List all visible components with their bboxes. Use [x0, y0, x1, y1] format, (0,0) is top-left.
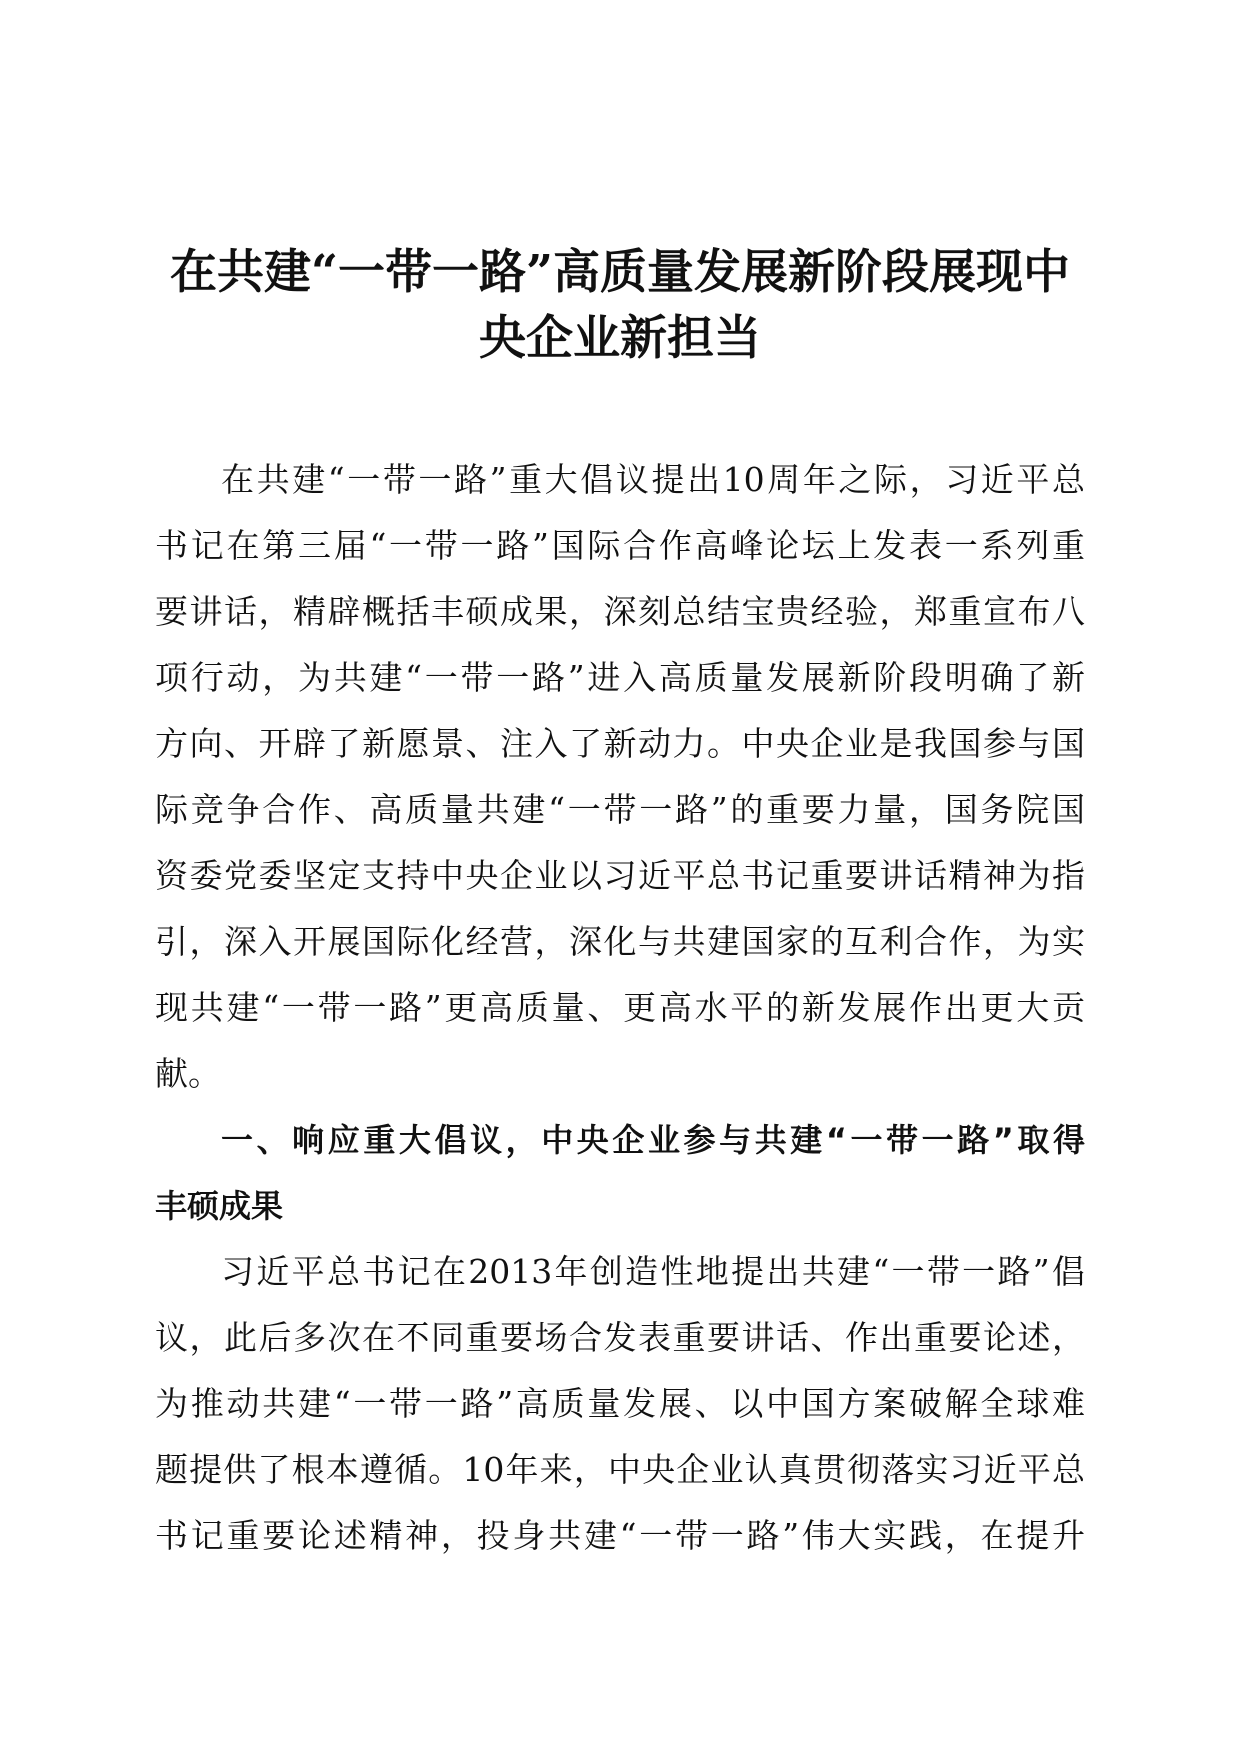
paragraph-line: 书记重要论述精神，投身共建“一带一路”伟大实践，在提升 — [155, 1516, 1085, 1555]
paragraph-line: 为推动共建“一带一路”高质量发展、以中国方案破解全球难 — [155, 1384, 1085, 1423]
paragraph-line: 要讲话，精辟概括丰硕成果，深刻总结宝贵经验，郑重宣布八 — [155, 592, 1085, 631]
paragraph-line: 习近平总书记在2013年创造性地提出共建“一带一路”倡 — [221, 1252, 1085, 1291]
paragraph-line: 题提供了根本遵循。10年来，中央企业认真贯彻落实习近平总 — [155, 1450, 1085, 1489]
section-heading-1 — [155, 1107, 1085, 1239]
title-line: 在共建“一带一路”高质量发展新阶段展现中 — [169, 245, 1071, 300]
paragraph-line: 方向、开辟了新愿景、注入了新动力。中央企业是我国参与国 — [155, 724, 1085, 763]
paragraph-line: 资委党委坚定支持中央企业以习近平总书记重要讲话精神为指 — [155, 856, 1085, 895]
title-line: 央企业新担当 — [479, 311, 761, 366]
paragraph-line: 在共建“一带一路”重大倡议提出10周年之际，习近平总 — [221, 460, 1085, 499]
paragraph-line: 项行动，为共建“一带一路”进入高质量发展新阶段明确了新 — [155, 658, 1085, 697]
document-body — [155, 447, 1085, 1569]
paragraph-line: 议，此后多次在不同重要场合发表重要讲话、作出重要论述， — [155, 1318, 1085, 1357]
paragraph-line: 献。 — [155, 1054, 221, 1093]
document-title — [150, 240, 1090, 372]
paragraph-1 — [155, 447, 1085, 1107]
paragraph-line: 际竞争合作、高质量共建“一带一路”的重要力量，国务院国 — [155, 790, 1085, 829]
paragraph-line: 书记在第三届“一带一路”国际合作高峰论坛上发表一系列重 — [155, 526, 1085, 565]
paragraph-2 — [155, 1239, 1085, 1569]
heading-line: 一、响应重大倡议，中央企业参与共建“一带一路”取得 — [221, 1121, 1085, 1159]
heading-line: 丰硕成果 — [155, 1187, 284, 1225]
paragraph-line: 现共建“一带一路”更高质量、更高水平的新发展作出更大贡 — [155, 988, 1085, 1027]
paragraph-line: 引，深入开展国际化经营，深化与共建国家的互利合作，为实 — [155, 922, 1085, 961]
